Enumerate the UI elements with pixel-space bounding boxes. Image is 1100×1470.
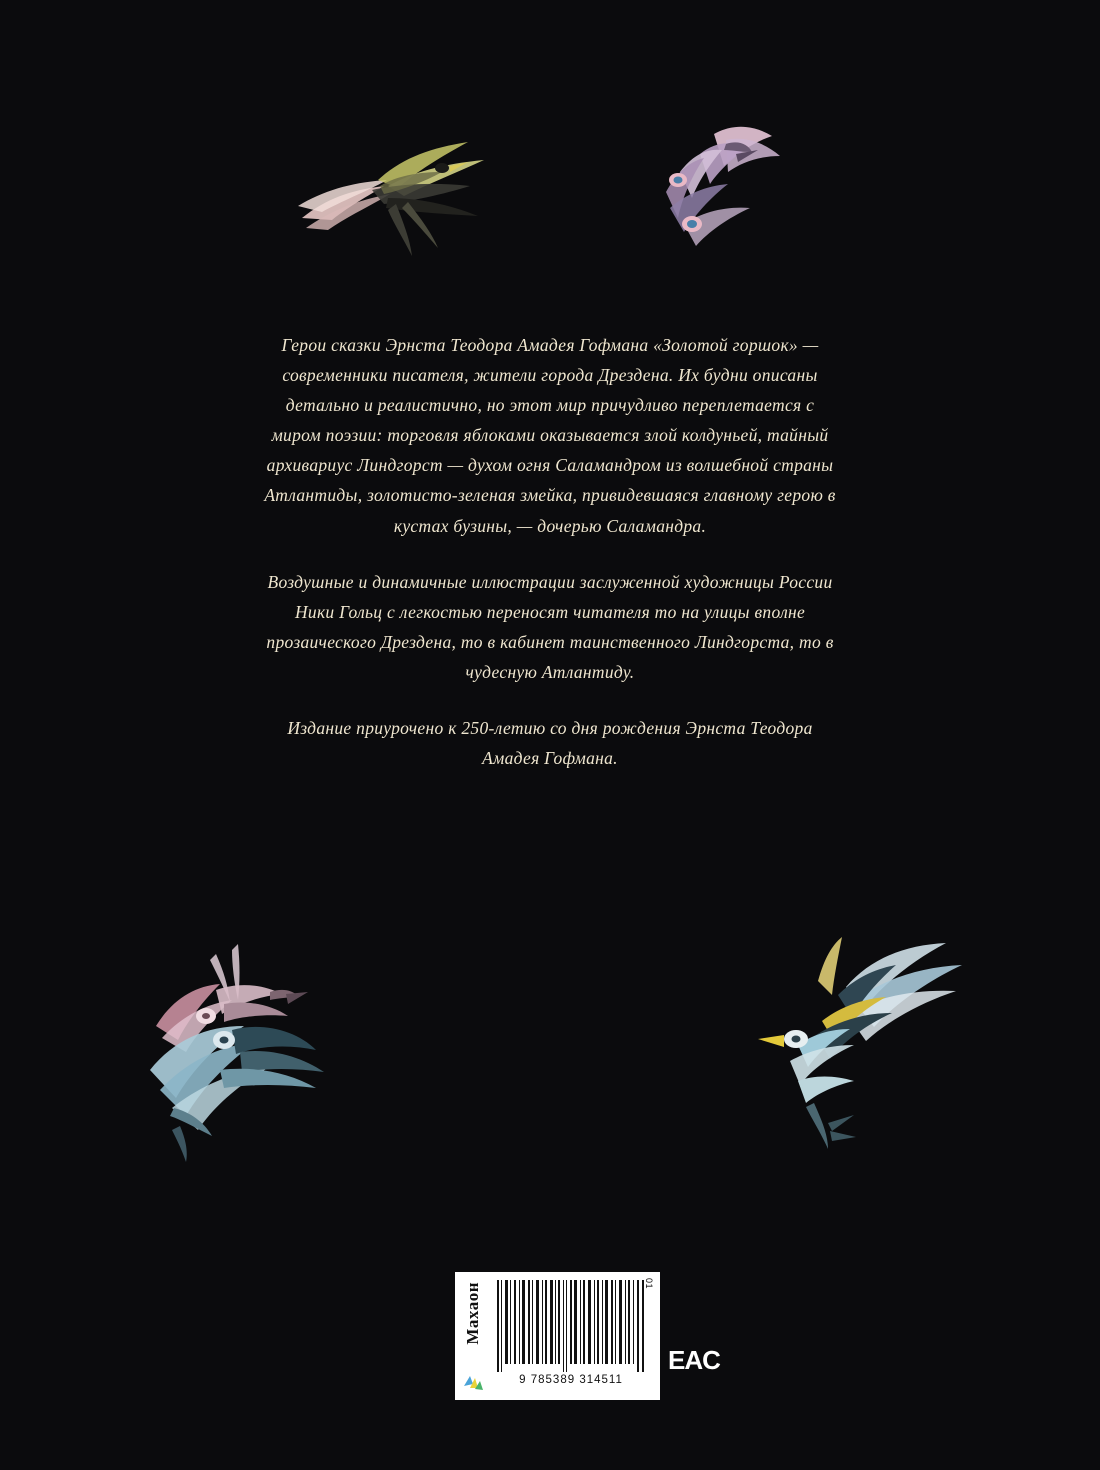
blurb-paragraph-3: Издание приурочено к 250-летию со дня рождения Эрнста Теодора Амадея Гофмана. (287, 718, 813, 769)
barcode-area (491, 1272, 660, 1400)
bird-top-left-illustration (292, 128, 502, 263)
publisher-logo-icon (462, 1372, 484, 1394)
publisher-strip (455, 1272, 491, 1400)
blurb-paragraph-2: Воздушные и динамичные иллюстрации заслуженной художницы России Ники Гольц с легкостью переносят читателя то на улицы вполне прозаического Дрездена, то в кабинет таинственного Линдгорста, то в чудесную Атлантиду. (266, 571, 834, 682)
isbn-number: 9 785389 314511 (519, 1374, 623, 1386)
bird-bottom-left-illustration (120, 930, 360, 1170)
barcode-block (455, 1272, 660, 1400)
blurb-paragraph-1: Герои сказки Эрнста Теодора Амадея Гофмана «Золотой горшок» — современники писателя, жители города Дрездена. Их будни описаны детально и реалистично, но этот мир причудливо переплетается с миром поэзии: торговля яблоками оказывается злой колдуньей, тайный архивариус Линдгорст — духом огня Саламандром из волшебной страны Атлантиды, золотисто-зеленая змейка, привидевшаяся главному герою в кустах бузины, — дочерью Саламандра. (264, 335, 836, 536)
bird-top-right-illustration (640, 120, 790, 260)
barcode-bars (495, 1280, 647, 1372)
publisher-name: Махаон (463, 1282, 482, 1345)
eac-conformity-mark: ЕAC (668, 1345, 720, 1375)
barcode-addon-code: 01 (644, 1278, 654, 1290)
bird-bottom-right-illustration (750, 935, 980, 1160)
back-cover-blurb (260, 330, 840, 773)
